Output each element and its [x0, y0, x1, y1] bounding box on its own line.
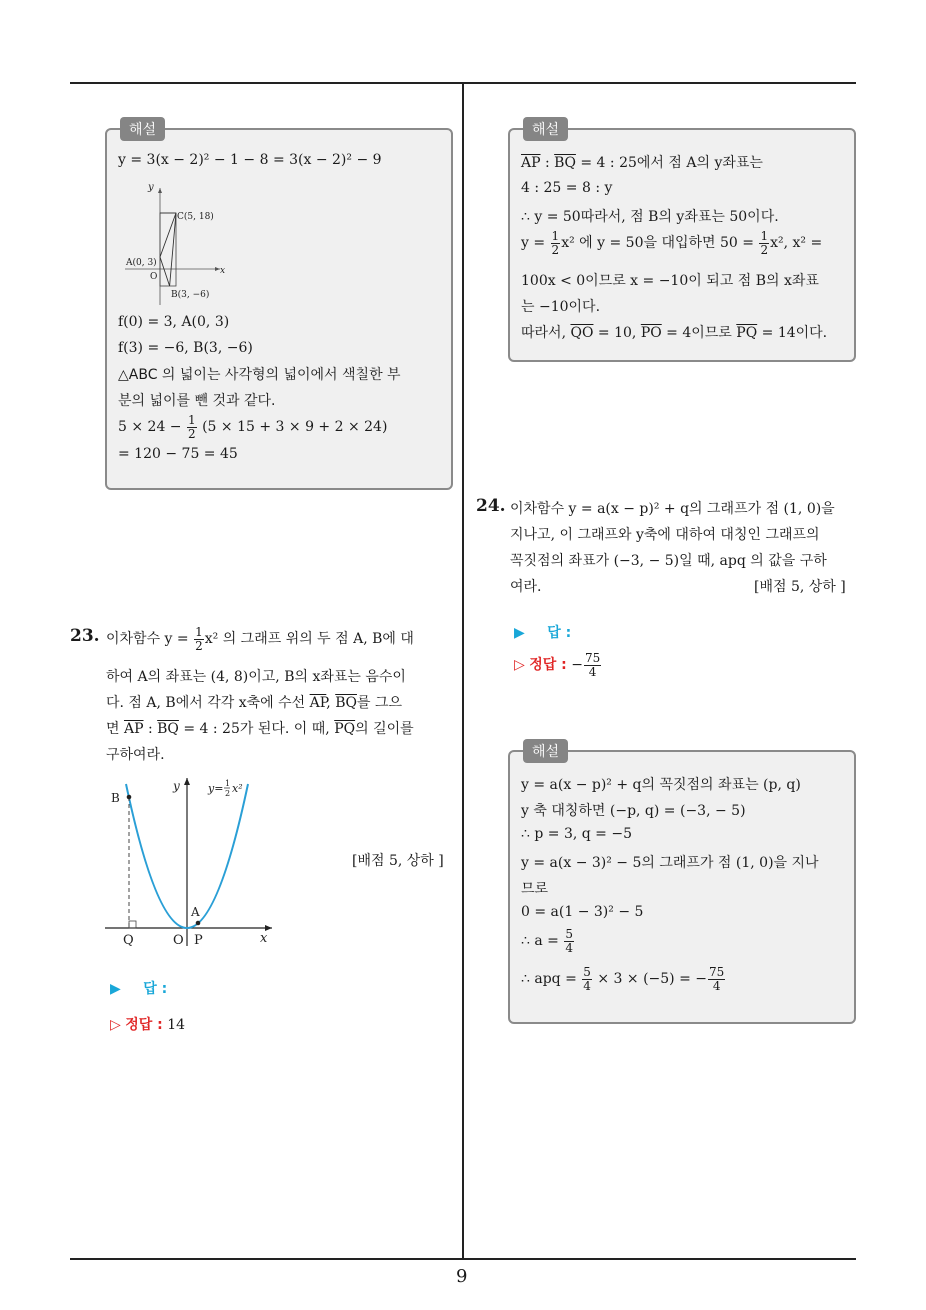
solution-tag: 해설: [120, 117, 165, 141]
solution-line: y = a(x − p)² + q의 꼭짓점의 좌표는 (p, q): [521, 777, 801, 793]
solution-line: ∴ y = 50따라서, 점 B의 y좌표는 50이다.: [521, 209, 779, 225]
score-label: [배점 5, 상하 ]: [754, 579, 846, 595]
solution-tag: 해설: [523, 117, 568, 141]
solution-line: 4 : 25 = 8 : y: [521, 180, 613, 196]
answer-row[interactable]: [110, 978, 167, 998]
solution-line: 따라서, $\overline{QO} = 10$, $\overline{PO} = 4$이므로 $\overline{PQ} = 14$이다.: [521, 325, 828, 341]
solution-line: f(3) = −6, B(3, −6): [118, 340, 253, 356]
solution-tag: 해설: [523, 739, 568, 763]
svg-text:1: 1: [225, 779, 231, 788]
fraction: $\frac{1}{2}$: [195, 625, 203, 653]
svg-text:2: 2: [225, 789, 231, 798]
answer-label: 답 :: [143, 981, 168, 997]
question-text: 꼭짓점의 좌표가 (−3, − 5)일 때, apq 의 값을 구하: [510, 553, 827, 569]
question-text: 이차함수 y = $\frac{1}{2}$ x² 의 그래프 위의 두 점 A, B에 대: [106, 625, 414, 653]
question-text: 하여 A의 좌표는 (4, 8)이고, B의 x좌표는 음수이: [106, 669, 406, 685]
solution-line: 5 × 24 − $\frac{1}{2}$ (5 × 15 + 3 × 9 + 2 × 24): [118, 413, 388, 441]
solution-line: ∴ apq = $\frac{5}{4}$ × 3 × (−5) = − $\frac{75}{4}$: [521, 965, 725, 993]
fraction: $\frac{5}{4}$: [565, 927, 573, 955]
question-text: 이차함수 y = a(x − p)² + q의 그래프가 점 (1, 0)을: [510, 501, 835, 517]
bottom-rule: [70, 1258, 856, 1260]
graph-point-c: C(5, 18): [177, 212, 214, 222]
question-text: 지나고, 이 그래프와 y축에 대하여 대칭인 그래프의: [510, 527, 820, 543]
triangle-outline-icon: ▷: [514, 657, 525, 674]
solution-line: y 축 대칭하면 (−p, q) = (−3, − 5): [521, 803, 746, 819]
fraction: $\frac{1}{2}$: [551, 229, 560, 257]
graph-x-label: x: [220, 266, 226, 276]
solution-line: 분의 넓이를 뺀 것과 같다.: [118, 393, 276, 409]
solution-line: 는 −10이다.: [521, 299, 601, 315]
solution-line: f(0) = 3, A(0, 3): [118, 314, 230, 330]
triangle-graph: [120, 180, 240, 310]
graph-point-a: A(0, 3): [126, 258, 157, 268]
answer-row[interactable]: [514, 622, 571, 642]
answer-label: 답 :: [547, 625, 572, 641]
score-label: [배점 5, 상하 ]: [352, 853, 444, 869]
solution-line: = 120 − 75 = 45: [118, 446, 238, 462]
graph-y-label: y: [173, 779, 180, 793]
graph-curve-label: y=: [208, 782, 224, 795]
correct-value: $\frac{75}{4}$: [584, 651, 601, 679]
graph-point-p: P: [194, 933, 203, 948]
graph-y-label: y: [148, 182, 154, 193]
graph-origin: O: [150, 272, 158, 282]
solution-line: 므로: [521, 881, 549, 897]
solution-line: ∴ p = 3, q = −5: [521, 826, 632, 842]
graph-point-a: A: [191, 905, 200, 919]
triangle-outline-icon: ▷: [110, 1017, 121, 1033]
fraction: $\frac{5}{4}$: [583, 965, 591, 993]
solution-line: △ABC 의 넓이는 사각형의 넓이에서 색칠한 부: [118, 367, 401, 383]
play-icon: ▶: [110, 981, 121, 997]
graph-point-q: Q: [123, 933, 134, 948]
solution-line: 0 = a(1 − 3)² − 5: [521, 904, 644, 920]
question-text: 다. 점 A, B에서 각각 x축에 수선 $\overline{AP}$, $\overline{BQ}$를 그으: [106, 695, 402, 711]
fraction: $\frac{1}{2}$: [760, 229, 769, 257]
column-divider: [462, 82, 464, 1260]
correct-label: 정답 :: [125, 1017, 163, 1033]
fraction: $\frac{1}{2}$: [188, 413, 196, 441]
fraction: $\frac{75}{4}$: [709, 965, 725, 993]
solution-line: y = $\frac{1}{2}$ x² 에 y = 50을 대입하면 50 = $\frac{1}{2}$ x², x² =: [521, 229, 823, 257]
solution-line: 100x < 0이므로 x = −10이 되고 점 B의 x좌표: [521, 273, 819, 289]
correct-value: 14: [167, 1017, 186, 1033]
question-text: 면 $\overline{AP}$ : $\overline{BQ} = 4$ : 25가 된다. 이 때, $\overline{PQ}$의 길이를: [106, 721, 414, 737]
correct-answer-row: ▷ 정답 : − $\frac{75}{4}$: [514, 651, 601, 679]
solution-line: y = a(x − 3)² − 5의 그래프가 점 (1, 0)을 지나: [521, 855, 819, 871]
graph-point-b: B(3, −6): [171, 290, 210, 300]
question-text: 여라.: [510, 579, 542, 595]
correct-answer-row: [110, 1014, 185, 1034]
play-icon: ▶: [514, 625, 525, 641]
graph-point-b: B: [111, 791, 120, 805]
graph-origin: O: [173, 933, 184, 948]
correct-label: 정답 :: [529, 657, 567, 674]
graph-x-label: x: [260, 931, 268, 946]
parabola-graph: [100, 770, 280, 950]
question-text: 구하여라.: [106, 747, 165, 763]
solution-line: y = 3(x − 2)² − 1 − 8 = 3(x − 2)² − 9: [118, 152, 382, 168]
question-number-24: 24.: [476, 496, 506, 516]
page-number: 9: [456, 1266, 468, 1287]
svg-text:x²: x²: [232, 782, 243, 795]
solution-line: $\overline{AP}$ : $\overline{BQ} = 4$ : 25에서 점 A의 y좌표는: [521, 155, 763, 171]
question-number-23: 23.: [70, 626, 100, 646]
solution-line: ∴ a = $\frac{5}{4}$: [521, 927, 573, 955]
